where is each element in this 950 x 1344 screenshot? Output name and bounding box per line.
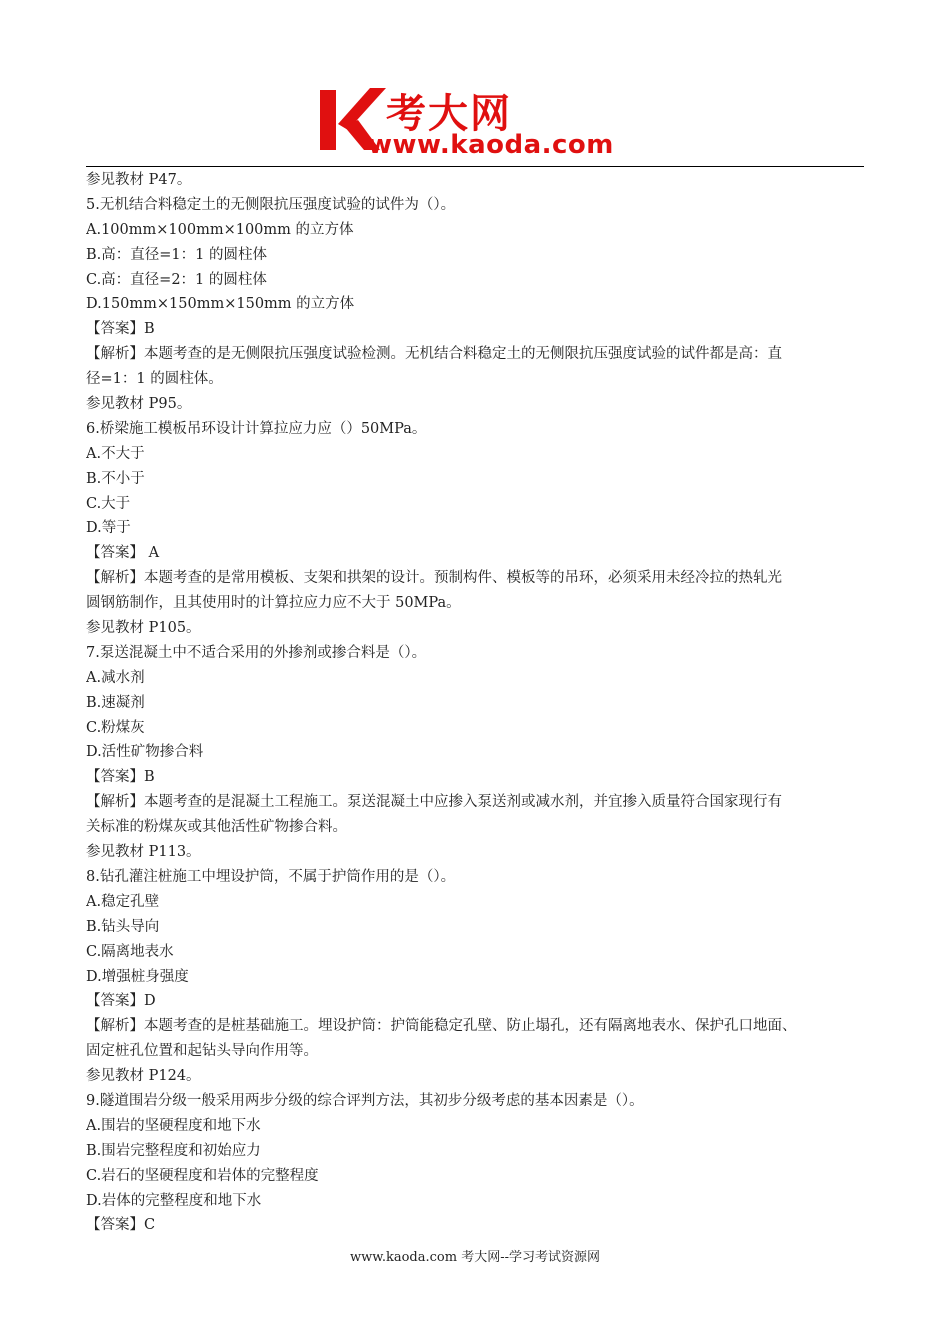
option-a: A.稳定孔壁 <box>86 893 160 910</box>
answer: 【答案】D <box>86 993 156 1010</box>
page-footer: www.kaoda.com 考大网--学习考试资源网 <box>350 1250 600 1265</box>
analysis-continued: 径=1：1 的圆柱体。 <box>86 371 223 388</box>
option-d: D.150mm×150mm×150mm 的立方体 <box>86 296 355 313</box>
answer: 【答案】 A <box>86 545 160 562</box>
option-b: B.钻头导向 <box>86 918 160 935</box>
question-9: 9.隧道围岩分级一般采用两步分级的综合评判方法，其初步分级考虑的基本因素是（）。 <box>86 1092 644 1109</box>
textbook-reference: 参见教材 P105。 <box>86 620 201 637</box>
option-b: B.高：直径=1：1 的圆柱体 <box>86 246 267 263</box>
option-b: B.不小于 <box>86 470 145 487</box>
answer: 【答案】B <box>86 769 155 786</box>
textbook-reference: 参见教材 P95。 <box>86 396 192 413</box>
option-d: D.增强桩身强度 <box>86 968 189 985</box>
analysis: 【解析】本题考查的是无侧限抗压强度试验检测。无机结合料稳定土的无侧限抗压强度试验的试件都是高：直 <box>86 346 782 363</box>
textbook-reference: 参见教材 P113。 <box>86 844 201 861</box>
document-body <box>86 168 866 1238</box>
option-d: D.岩体的完整程度和地下水 <box>86 1192 262 1209</box>
option-b: B.速凝剂 <box>86 694 145 711</box>
answer: 【答案】B <box>86 321 155 338</box>
question-6: 6.桥梁施工模板吊环设计计算拉应力应（）50MPa。 <box>86 420 427 437</box>
option-a: A.减水剂 <box>86 669 145 686</box>
question-5: 5.无机结合料稳定土的无侧限抗压强度试验的试件为（）。 <box>86 196 456 213</box>
analysis: 【解析】本题考查的是常用模板、支架和拱架的设计。预制构件、模板等的吊环，必须采用未经冷拉的热轧光 <box>86 570 782 587</box>
option-b: B.围岩完整程度和初始应力 <box>86 1142 261 1159</box>
kaoda-logo <box>318 84 638 158</box>
option-c: C.粉煤灰 <box>86 719 145 736</box>
option-a: A.围岩的坚硬程度和地下水 <box>86 1117 261 1134</box>
question-7: 7.泵送混凝土中不适合采用的外掺剂或掺合料是（）。 <box>86 644 427 661</box>
logo-text: 考大网 <box>386 91 512 137</box>
option-c: C.岩石的坚硬程度和岩体的完整程度 <box>86 1167 319 1184</box>
text-line: 参见教材 P47。 <box>86 172 192 188</box>
textbook-reference: 参见教材 P124。 <box>86 1068 201 1085</box>
option-c: C.隔离地表水 <box>86 943 174 960</box>
analysis-continued: 关标准的粉煤灰或其他活性矿物掺合料。 <box>86 819 347 836</box>
option-a: A.100mm×100mm×100mm 的立方体 <box>86 221 354 238</box>
option-c: C.高：直径=2：1 的圆柱体 <box>86 271 267 288</box>
option-d: D.等于 <box>86 520 131 537</box>
header-divider <box>86 166 864 167</box>
answer: 【答案】C <box>86 1217 156 1234</box>
option-d: D.活性矿物掺合料 <box>86 744 204 761</box>
logo-url: www.kaoda.com <box>368 130 614 160</box>
option-c: C.大于 <box>86 495 131 512</box>
analysis-continued: 圆钢筋制作，且其使用时的计算拉应力应不大于 50MPa。 <box>86 595 461 612</box>
analysis-continued: 固定桩孔位置和起钻头导向作用等。 <box>86 1043 318 1060</box>
analysis: 【解析】本题考查的是混凝土工程施工。泵送混凝土中应掺入泵送剂或减水剂，并宜掺入质量符合国家现行有 <box>86 794 782 811</box>
question-8: 8.钻孔灌注桩施工中埋设护筒，不属于护筒作用的是（）。 <box>86 868 456 885</box>
option-a: A.不大于 <box>86 445 145 462</box>
analysis: 【解析】本题考查的是桩基础施工。埋设护筒：护筒能稳定孔壁、防止塌孔，还有隔离地表水、保护孔口地面、 <box>86 1018 797 1035</box>
